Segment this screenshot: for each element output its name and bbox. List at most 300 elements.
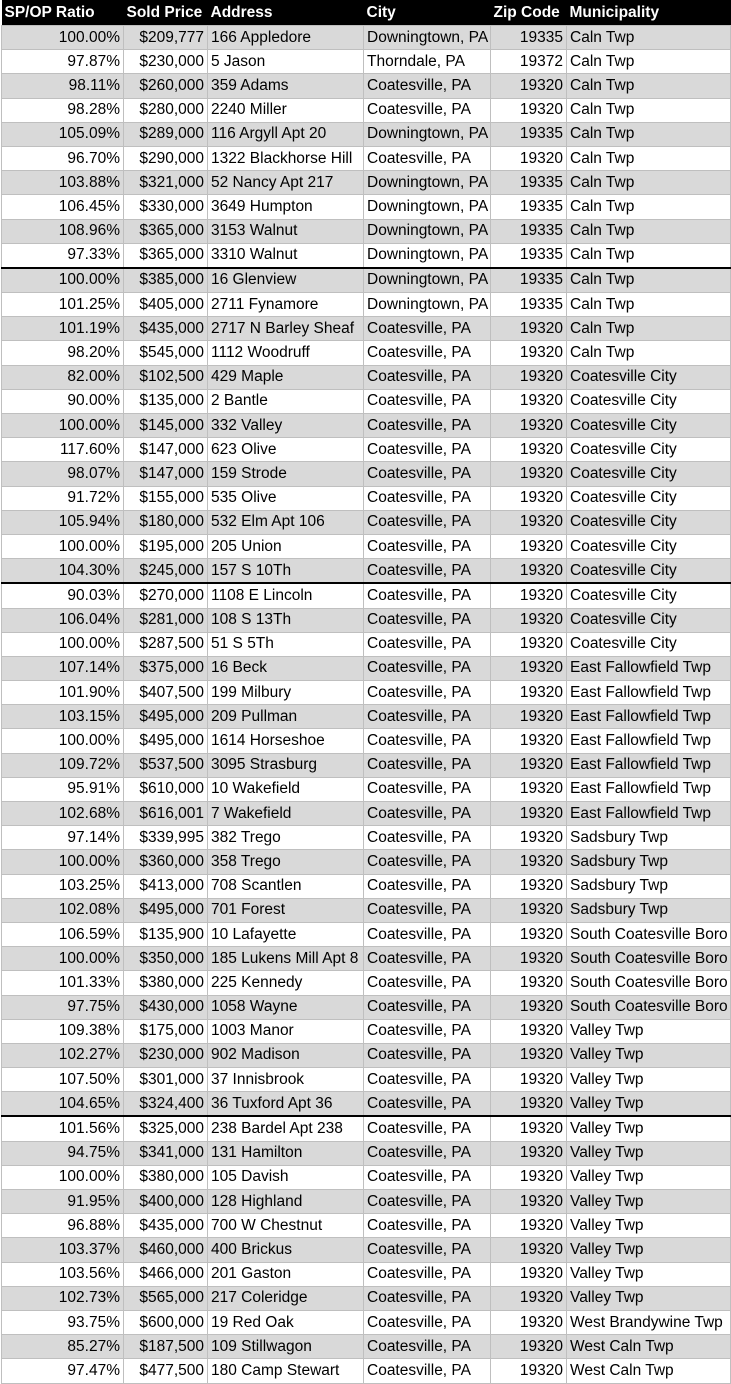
sold-price-cell[interactable]: $280,000 [124,98,208,122]
zip-code-cell[interactable]: 19320 [491,583,567,608]
municipality-cell[interactable]: Valley Twp [567,1141,731,1165]
city-cell[interactable]: Coatesville, PA [364,146,491,170]
address-cell[interactable]: 535 Olive [208,486,364,510]
municipality-cell[interactable]: Coatesville City [567,632,731,656]
zip-code-cell[interactable]: 19335 [491,171,567,195]
sold-price-cell[interactable]: $365,000 [124,219,208,243]
city-cell[interactable]: Thorndale, PA [364,50,491,74]
city-cell[interactable]: Downingtown, PA [364,122,491,146]
city-cell[interactable]: Coatesville, PA [364,705,491,729]
sold-price-cell[interactable]: $145,000 [124,414,208,438]
address-cell[interactable]: 201 Gaston [208,1262,364,1286]
sold-price-cell[interactable]: $187,500 [124,1335,208,1359]
zip-code-cell[interactable]: 19320 [491,802,567,826]
sp-op-ratio-cell[interactable]: 94.75% [2,1141,124,1165]
city-cell[interactable]: Coatesville, PA [364,1286,491,1310]
sold-price-cell[interactable]: $495,000 [124,729,208,753]
municipality-cell[interactable]: Caln Twp [567,98,731,122]
municipality-cell[interactable]: East Fallowfield Twp [567,753,731,777]
municipality-cell[interactable]: Caln Twp [567,50,731,74]
municipality-cell[interactable]: Valley Twp [567,1238,731,1262]
sp-op-ratio-cell[interactable]: 100.00% [2,26,124,50]
address-cell[interactable]: 105 Davish [208,1165,364,1189]
address-cell[interactable]: 108 S 13Th [208,608,364,632]
municipality-cell[interactable]: Valley Twp [567,1043,731,1067]
municipality-cell[interactable]: Coatesville City [567,510,731,534]
municipality-cell[interactable]: Valley Twp [567,1214,731,1238]
city-cell[interactable]: Coatesville, PA [364,656,491,680]
municipality-cell[interactable]: Coatesville City [567,462,731,486]
address-cell[interactable]: 217 Coleridge [208,1286,364,1310]
sold-price-cell[interactable]: $616,001 [124,802,208,826]
sp-op-ratio-cell[interactable]: 97.47% [2,1359,124,1383]
sp-op-ratio-cell[interactable]: 97.33% [2,243,124,268]
zip-code-cell[interactable]: 19335 [491,26,567,50]
zip-code-cell[interactable]: 19320 [491,534,567,558]
sp-op-ratio-cell[interactable]: 102.68% [2,802,124,826]
city-cell[interactable]: Coatesville, PA [364,874,491,898]
sp-op-ratio-cell[interactable]: 98.07% [2,462,124,486]
sold-price-cell[interactable]: $147,000 [124,438,208,462]
city-cell[interactable]: Coatesville, PA [364,98,491,122]
city-cell[interactable]: Coatesville, PA [364,1359,491,1383]
zip-code-cell[interactable]: 19320 [491,1116,567,1141]
sold-price-cell[interactable]: $466,000 [124,1262,208,1286]
city-cell[interactable]: Coatesville, PA [364,1043,491,1067]
sold-price-cell[interactable]: $380,000 [124,971,208,995]
municipality-cell[interactable]: Coatesville City [567,534,731,558]
address-cell[interactable]: 199 Milbury [208,681,364,705]
zip-code-cell[interactable]: 19335 [491,293,567,317]
address-cell[interactable]: 2240 Miller [208,98,364,122]
sold-price-cell[interactable]: $435,000 [124,1214,208,1238]
zip-code-cell[interactable]: 19320 [491,1190,567,1214]
sold-price-cell[interactable]: $413,000 [124,874,208,898]
address-cell[interactable]: 2711 Fynamore [208,293,364,317]
city-cell[interactable]: Coatesville, PA [364,802,491,826]
zip-code-cell[interactable]: 19335 [491,243,567,268]
zip-code-cell[interactable]: 19320 [491,1141,567,1165]
city-cell[interactable]: Coatesville, PA [364,1116,491,1141]
sold-price-cell[interactable]: $341,000 [124,1141,208,1165]
zip-code-cell[interactable]: 19320 [491,995,567,1019]
zip-code-cell[interactable]: 19320 [491,826,567,850]
header-sold-price[interactable]: Sold Price [124,0,208,26]
municipality-cell[interactable]: Valley Twp [567,1019,731,1043]
zip-code-cell[interactable]: 19320 [491,98,567,122]
municipality-cell[interactable]: East Fallowfield Twp [567,802,731,826]
zip-code-cell[interactable]: 19320 [491,947,567,971]
sp-op-ratio-cell[interactable]: 101.56% [2,1116,124,1141]
municipality-cell[interactable]: Caln Twp [567,317,731,341]
zip-code-cell[interactable]: 19320 [491,753,567,777]
municipality-cell[interactable]: West Caln Twp [567,1335,731,1359]
sold-price-cell[interactable]: $360,000 [124,850,208,874]
address-cell[interactable]: 1003 Manor [208,1019,364,1043]
address-cell[interactable]: 708 Scantlen [208,874,364,898]
municipality-cell[interactable]: Valley Twp [567,1190,731,1214]
sold-price-cell[interactable]: $270,000 [124,583,208,608]
sp-op-ratio-cell[interactable]: 98.11% [2,74,124,98]
address-cell[interactable]: 238 Bardel Apt 238 [208,1116,364,1141]
zip-code-cell[interactable]: 19320 [491,971,567,995]
zip-code-cell[interactable]: 19320 [491,559,567,584]
zip-code-cell[interactable]: 19320 [491,486,567,510]
address-cell[interactable]: 400 Brickus [208,1238,364,1262]
zip-code-cell[interactable]: 19320 [491,1019,567,1043]
municipality-cell[interactable]: East Fallowfield Twp [567,777,731,801]
sp-op-ratio-cell[interactable]: 107.14% [2,656,124,680]
city-cell[interactable]: Coatesville, PA [364,341,491,365]
address-cell[interactable]: 19 Red Oak [208,1310,364,1334]
address-cell[interactable]: 37 Innisbrook [208,1068,364,1092]
address-cell[interactable]: 332 Valley [208,414,364,438]
zip-code-cell[interactable]: 19320 [491,365,567,389]
sold-price-cell[interactable]: $477,500 [124,1359,208,1383]
address-cell[interactable]: 623 Olive [208,438,364,462]
sp-op-ratio-cell[interactable]: 102.73% [2,1286,124,1310]
sp-op-ratio-cell[interactable]: 103.37% [2,1238,124,1262]
sold-price-cell[interactable]: $375,000 [124,656,208,680]
address-cell[interactable]: 166 Appledore [208,26,364,50]
address-cell[interactable]: 16 Beck [208,656,364,680]
sold-price-cell[interactable]: $430,000 [124,995,208,1019]
city-cell[interactable]: Coatesville, PA [364,365,491,389]
municipality-cell[interactable]: Valley Twp [567,1092,731,1117]
address-cell[interactable]: 701 Forest [208,898,364,922]
sold-price-cell[interactable]: $281,000 [124,608,208,632]
city-cell[interactable]: Coatesville, PA [364,898,491,922]
city-cell[interactable]: Coatesville, PA [364,438,491,462]
municipality-cell[interactable]: Valley Twp [567,1116,731,1141]
address-cell[interactable]: 3153 Walnut [208,219,364,243]
sold-price-cell[interactable]: $407,500 [124,681,208,705]
sp-op-ratio-cell[interactable]: 97.14% [2,826,124,850]
sold-price-cell[interactable]: $155,000 [124,486,208,510]
municipality-cell[interactable]: Coatesville City [567,486,731,510]
sold-price-cell[interactable]: $135,900 [124,922,208,946]
city-cell[interactable]: Coatesville, PA [364,1238,491,1262]
header-city[interactable]: City [364,0,491,26]
city-cell[interactable]: Downingtown, PA [364,171,491,195]
municipality-cell[interactable]: Caln Twp [567,122,731,146]
zip-code-cell[interactable]: 19335 [491,195,567,219]
city-cell[interactable]: Coatesville, PA [364,850,491,874]
address-cell[interactable]: 1058 Wayne [208,995,364,1019]
city-cell[interactable]: Coatesville, PA [364,1214,491,1238]
municipality-cell[interactable]: West Brandywine Twp [567,1310,731,1334]
sold-price-cell[interactable]: $600,000 [124,1310,208,1334]
zip-code-cell[interactable]: 19320 [491,898,567,922]
sp-op-ratio-cell[interactable]: 106.59% [2,922,124,946]
sold-price-cell[interactable]: $365,000 [124,243,208,268]
zip-code-cell[interactable]: 19320 [491,608,567,632]
city-cell[interactable]: Coatesville, PA [364,922,491,946]
address-cell[interactable]: 116 Argyll Apt 20 [208,122,364,146]
zip-code-cell[interactable]: 19320 [491,1092,567,1117]
address-cell[interactable]: 1614 Horseshoe [208,729,364,753]
city-cell[interactable]: Coatesville, PA [364,462,491,486]
sold-price-cell[interactable]: $339,995 [124,826,208,850]
city-cell[interactable]: Coatesville, PA [364,971,491,995]
city-cell[interactable]: Coatesville, PA [364,826,491,850]
city-cell[interactable]: Downingtown, PA [364,195,491,219]
municipality-cell[interactable]: East Fallowfield Twp [567,705,731,729]
address-cell[interactable]: 382 Trego [208,826,364,850]
municipality-cell[interactable]: Valley Twp [567,1286,731,1310]
sp-op-ratio-cell[interactable]: 90.03% [2,583,124,608]
address-cell[interactable]: 359 Adams [208,74,364,98]
city-cell[interactable]: Coatesville, PA [364,559,491,584]
municipality-cell[interactable]: Caln Twp [567,341,731,365]
city-cell[interactable]: Coatesville, PA [364,389,491,413]
zip-code-cell[interactable]: 19320 [491,681,567,705]
city-cell[interactable]: Coatesville, PA [364,632,491,656]
sp-op-ratio-cell[interactable]: 108.96% [2,219,124,243]
sp-op-ratio-cell[interactable]: 104.30% [2,559,124,584]
sold-price-cell[interactable]: $400,000 [124,1190,208,1214]
zip-code-cell[interactable]: 19320 [491,317,567,341]
address-cell[interactable]: 2 Bantle [208,389,364,413]
address-cell[interactable]: 3649 Humpton [208,195,364,219]
sold-price-cell[interactable]: $102,500 [124,365,208,389]
zip-code-cell[interactable]: 19320 [491,1262,567,1286]
zip-code-cell[interactable]: 19320 [491,777,567,801]
sold-price-cell[interactable]: $565,000 [124,1286,208,1310]
sp-op-ratio-cell[interactable]: 90.00% [2,389,124,413]
sp-op-ratio-cell[interactable]: 91.72% [2,486,124,510]
sp-op-ratio-cell[interactable]: 106.45% [2,195,124,219]
sold-price-cell[interactable]: $435,000 [124,317,208,341]
sold-price-cell[interactable]: $180,000 [124,510,208,534]
sp-op-ratio-cell[interactable]: 82.00% [2,365,124,389]
sp-op-ratio-cell[interactable]: 101.33% [2,971,124,995]
city-cell[interactable]: Coatesville, PA [364,753,491,777]
zip-code-cell[interactable]: 19320 [491,1165,567,1189]
zip-code-cell[interactable]: 19372 [491,50,567,74]
sold-price-cell[interactable]: $405,000 [124,293,208,317]
address-cell[interactable]: 7 Wakefield [208,802,364,826]
city-cell[interactable]: Downingtown, PA [364,293,491,317]
zip-code-cell[interactable]: 19320 [491,656,567,680]
municipality-cell[interactable]: Valley Twp [567,1068,731,1092]
municipality-cell[interactable]: Coatesville City [567,414,731,438]
sold-price-cell[interactable]: $495,000 [124,898,208,922]
municipality-cell[interactable]: Coatesville City [567,365,731,389]
municipality-cell[interactable]: East Fallowfield Twp [567,681,731,705]
zip-code-cell[interactable]: 19320 [491,74,567,98]
sold-price-cell[interactable]: $245,000 [124,559,208,584]
sp-op-ratio-cell[interactable]: 101.90% [2,681,124,705]
zip-code-cell[interactable]: 19320 [491,874,567,898]
sp-op-ratio-cell[interactable]: 107.50% [2,1068,124,1092]
municipality-cell[interactable]: South Coatesville Boro [567,922,731,946]
municipality-cell[interactable]: Valley Twp [567,1262,731,1286]
zip-code-cell[interactable]: 19320 [491,1214,567,1238]
sold-price-cell[interactable]: $610,000 [124,777,208,801]
address-cell[interactable]: 10 Lafayette [208,922,364,946]
sp-op-ratio-cell[interactable]: 100.00% [2,534,124,558]
sold-price-cell[interactable]: $147,000 [124,462,208,486]
city-cell[interactable]: Downingtown, PA [364,268,491,293]
header-address[interactable]: Address [208,0,364,26]
sp-op-ratio-cell[interactable]: 100.00% [2,947,124,971]
zip-code-cell[interactable]: 19335 [491,219,567,243]
sold-price-cell[interactable]: $380,000 [124,1165,208,1189]
city-cell[interactable]: Coatesville, PA [364,74,491,98]
sp-op-ratio-cell[interactable]: 106.04% [2,608,124,632]
municipality-cell[interactable]: Caln Twp [567,26,731,50]
zip-code-cell[interactable]: 19320 [491,462,567,486]
address-cell[interactable]: 358 Trego [208,850,364,874]
municipality-cell[interactable]: Sadsbury Twp [567,874,731,898]
municipality-cell[interactable]: East Fallowfield Twp [567,729,731,753]
sp-op-ratio-cell[interactable]: 96.70% [2,146,124,170]
sold-price-cell[interactable]: $135,000 [124,389,208,413]
sold-price-cell[interactable]: $330,000 [124,195,208,219]
sp-op-ratio-cell[interactable]: 103.25% [2,874,124,898]
sp-op-ratio-cell[interactable]: 109.38% [2,1019,124,1043]
sp-op-ratio-cell[interactable]: 100.00% [2,1165,124,1189]
address-cell[interactable]: 51 S 5Th [208,632,364,656]
municipality-cell[interactable]: South Coatesville Boro [567,995,731,1019]
address-cell[interactable]: 131 Hamilton [208,1141,364,1165]
sp-op-ratio-cell[interactable]: 109.72% [2,753,124,777]
city-cell[interactable]: Coatesville, PA [364,414,491,438]
sold-price-cell[interactable]: $350,000 [124,947,208,971]
sold-price-cell[interactable]: $495,000 [124,705,208,729]
address-cell[interactable]: 532 Elm Apt 106 [208,510,364,534]
sold-price-cell[interactable]: $195,000 [124,534,208,558]
city-cell[interactable]: Coatesville, PA [364,1092,491,1117]
address-cell[interactable]: 52 Nancy Apt 217 [208,171,364,195]
address-cell[interactable]: 16 Glenview [208,268,364,293]
address-cell[interactable]: 159 Strode [208,462,364,486]
zip-code-cell[interactable]: 19320 [491,510,567,534]
sp-op-ratio-cell[interactable]: 102.08% [2,898,124,922]
city-cell[interactable]: Downingtown, PA [364,243,491,268]
address-cell[interactable]: 36 Tuxford Apt 36 [208,1092,364,1117]
zip-code-cell[interactable]: 19320 [491,705,567,729]
municipality-cell[interactable]: East Fallowfield Twp [567,656,731,680]
address-cell[interactable]: 902 Madison [208,1043,364,1067]
city-cell[interactable]: Coatesville, PA [364,510,491,534]
city-cell[interactable]: Coatesville, PA [364,486,491,510]
municipality-cell[interactable]: Coatesville City [567,608,731,632]
address-cell[interactable]: 185 Lukens Mill Apt 8 [208,947,364,971]
sp-op-ratio-cell[interactable]: 101.19% [2,317,124,341]
zip-code-cell[interactable]: 19320 [491,146,567,170]
city-cell[interactable]: Coatesville, PA [364,1141,491,1165]
municipality-cell[interactable]: Caln Twp [567,293,731,317]
sp-op-ratio-cell[interactable]: 103.88% [2,171,124,195]
municipality-cell[interactable]: Coatesville City [567,389,731,413]
address-cell[interactable]: 700 W Chestnut [208,1214,364,1238]
sp-op-ratio-cell[interactable]: 103.56% [2,1262,124,1286]
zip-code-cell[interactable]: 19320 [491,1335,567,1359]
sp-op-ratio-cell[interactable]: 91.95% [2,1190,124,1214]
city-cell[interactable]: Coatesville, PA [364,583,491,608]
sold-price-cell[interactable]: $324,400 [124,1092,208,1117]
municipality-cell[interactable]: Caln Twp [567,195,731,219]
sold-price-cell[interactable]: $385,000 [124,268,208,293]
sp-op-ratio-cell[interactable]: 101.25% [2,293,124,317]
sp-op-ratio-cell[interactable]: 102.27% [2,1043,124,1067]
municipality-cell[interactable]: South Coatesville Boro [567,947,731,971]
sold-price-cell[interactable]: $321,000 [124,171,208,195]
zip-code-cell[interactable]: 19320 [491,1286,567,1310]
sp-op-ratio-cell[interactable]: 117.60% [2,438,124,462]
municipality-cell[interactable]: Sadsbury Twp [567,898,731,922]
zip-code-cell[interactable]: 19320 [491,729,567,753]
sp-op-ratio-cell[interactable]: 100.00% [2,268,124,293]
sold-price-cell[interactable]: $301,000 [124,1068,208,1092]
municipality-cell[interactable]: Caln Twp [567,171,731,195]
sp-op-ratio-cell[interactable]: 104.65% [2,1092,124,1117]
municipality-cell[interactable]: Caln Twp [567,146,731,170]
city-cell[interactable]: Coatesville, PA [364,1165,491,1189]
sold-price-cell[interactable]: $287,500 [124,632,208,656]
city-cell[interactable]: Coatesville, PA [364,1335,491,1359]
municipality-cell[interactable]: Valley Twp [567,1165,731,1189]
city-cell[interactable]: Coatesville, PA [364,608,491,632]
zip-code-cell[interactable]: 19320 [491,414,567,438]
sp-op-ratio-cell[interactable]: 105.94% [2,510,124,534]
address-cell[interactable]: 180 Camp Stewart [208,1359,364,1383]
sp-op-ratio-cell[interactable]: 98.28% [2,98,124,122]
municipality-cell[interactable]: Caln Twp [567,243,731,268]
sp-op-ratio-cell[interactable]: 85.27% [2,1335,124,1359]
sold-price-cell[interactable]: $460,000 [124,1238,208,1262]
city-cell[interactable]: Downingtown, PA [364,219,491,243]
sold-price-cell[interactable]: $209,777 [124,26,208,50]
header-municipality[interactable]: Municipality [567,0,731,26]
sold-price-cell[interactable]: $230,000 [124,1043,208,1067]
sold-price-cell[interactable]: $325,000 [124,1116,208,1141]
city-cell[interactable]: Coatesville, PA [364,995,491,1019]
address-cell[interactable]: 1108 E Lincoln [208,583,364,608]
municipality-cell[interactable]: Coatesville City [567,583,731,608]
address-cell[interactable]: 5 Jason [208,50,364,74]
municipality-cell[interactable]: Caln Twp [567,74,731,98]
sp-op-ratio-cell[interactable]: 97.87% [2,50,124,74]
city-cell[interactable]: Downingtown, PA [364,26,491,50]
sp-op-ratio-cell[interactable]: 96.88% [2,1214,124,1238]
address-cell[interactable]: 205 Union [208,534,364,558]
zip-code-cell[interactable]: 19320 [491,389,567,413]
zip-code-cell[interactable]: 19320 [491,438,567,462]
zip-code-cell[interactable]: 19320 [491,1310,567,1334]
city-cell[interactable]: Coatesville, PA [364,1019,491,1043]
sold-price-cell[interactable]: $290,000 [124,146,208,170]
address-cell[interactable]: 429 Maple [208,365,364,389]
city-cell[interactable]: Coatesville, PA [364,1068,491,1092]
header-sp-op-ratio[interactable]: SP/OP Ratio [2,0,124,26]
address-cell[interactable]: 1112 Woodruff [208,341,364,365]
sold-price-cell[interactable]: $230,000 [124,50,208,74]
zip-code-cell[interactable]: 19335 [491,122,567,146]
city-cell[interactable]: Coatesville, PA [364,1262,491,1286]
municipality-cell[interactable]: Sadsbury Twp [567,850,731,874]
address-cell[interactable]: 157 S 10Th [208,559,364,584]
zip-code-cell[interactable]: 19320 [491,1043,567,1067]
address-cell[interactable]: 1322 Blackhorse Hill [208,146,364,170]
city-cell[interactable]: Coatesville, PA [364,317,491,341]
sp-op-ratio-cell[interactable]: 105.09% [2,122,124,146]
zip-code-cell[interactable]: 19320 [491,632,567,656]
sp-op-ratio-cell[interactable]: 103.15% [2,705,124,729]
zip-code-cell[interactable]: 19320 [491,1068,567,1092]
